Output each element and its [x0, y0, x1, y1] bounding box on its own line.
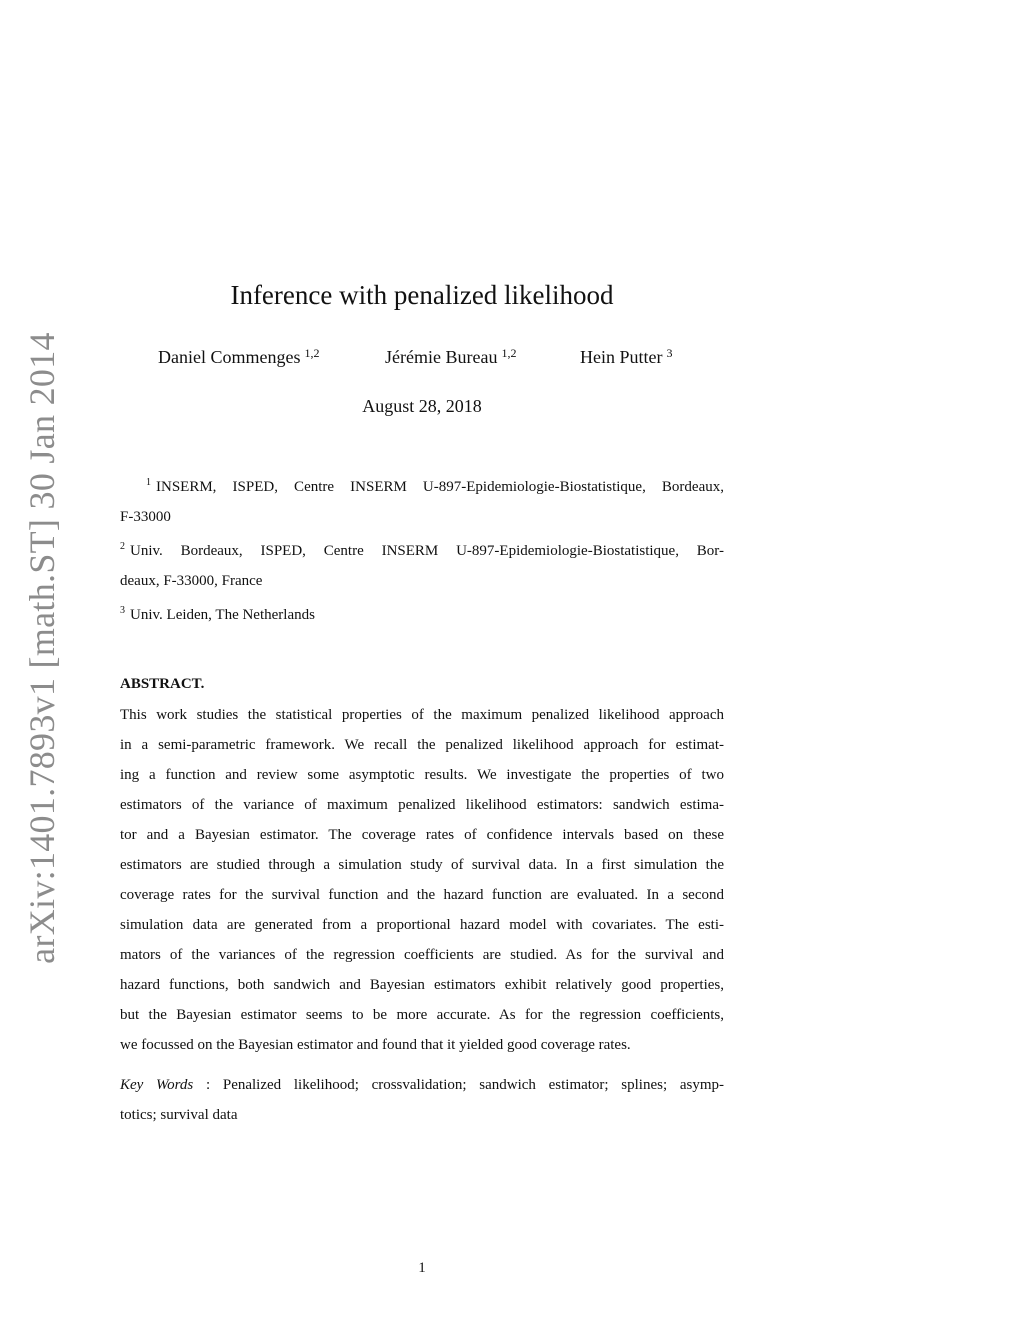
affiliation-1 — [120, 468, 724, 532]
abstract-line: hazard functions, both sandwich and Bayesian estimators exhibit relatively good properties, — [120, 977, 724, 993]
affiliation-mark: 3 — [120, 605, 125, 616]
author-1 — [158, 346, 319, 368]
author-2 — [385, 346, 516, 368]
affiliation-2 — [120, 532, 724, 596]
keywords-label: Key Words — [120, 1077, 194, 1093]
affiliation-line: deaux, F-33000, France — [120, 573, 263, 589]
author-3 — [580, 346, 673, 368]
abstract-heading: ABSTRACT. — [120, 676, 205, 692]
abstract-line: This work studies the statistical properties of the maximum penalized likelihood approach — [120, 707, 724, 723]
abstract-line: coverage rates for the survival function and the hazard function are evaluated. In a second — [120, 887, 724, 903]
abstract-line: but the Bayesian estimator seems to be more accurate. As for the regression coefficients, — [120, 1007, 724, 1023]
publication-date: August 28, 2018 — [362, 396, 482, 416]
affiliation-list — [120, 468, 724, 630]
affiliation-line — [120, 468, 724, 502]
affiliation-line: F-33000 — [120, 509, 171, 525]
abstract-line: we focussed on the Bayesian estimator and found that it yielded good coverage rates. — [120, 1037, 631, 1053]
keywords-line: totics; survival data — [120, 1107, 238, 1123]
abstract-section — [120, 672, 724, 1130]
abstract-line: tor and a Bayesian estimator. The coverage rates of confidence intervals based on these — [120, 827, 724, 843]
affiliation-line — [120, 596, 724, 630]
affiliation-3 — [120, 596, 724, 630]
page-number: 1 — [418, 1260, 426, 1276]
abstract-line: mators of the variances of the regression coefficients are studied. As for the survival and — [120, 947, 724, 963]
author-name: Jérémie Bureau — [385, 347, 498, 367]
abstract-line: in a semi-parametric framework. We recall the penalized likelihood approach for estimat- — [120, 737, 724, 753]
affiliation-mark: 2 — [120, 541, 125, 552]
affiliation-text: INSERM, ISPED, Centre INSERM U-897-Epidemiologie-Biostatistique, Bordeaux, — [156, 479, 724, 495]
affiliation-text: Univ. Leiden, The Netherlands — [130, 607, 315, 623]
abstract-line: estimators of the variance of maximum penalized likelihood estimators: sandwich estima- — [120, 797, 724, 813]
keywords-text: : Penalized likelihood; crossvalidation; sandwich estimator; splines; asymp- — [205, 1077, 725, 1093]
affiliation-text: Univ. Bordeaux, ISPED, Centre INSERM U-897-Epidemiologie-Biostatistique, Bor- — [130, 543, 724, 559]
keywords-section — [120, 1070, 724, 1130]
affiliation-mark: 1 — [146, 477, 151, 488]
author-affiliation-mark: 1,2 — [304, 346, 320, 360]
affiliation-line — [120, 532, 724, 566]
abstract-line: estimators are studied through a simulation study of survival data. In a first simulation the — [120, 857, 724, 873]
author-name: Daniel Commenges — [158, 347, 301, 367]
abstract-line: ing a function and review some asymptotic results. We investigate the properties of two — [120, 767, 724, 783]
paper-title: Inference with penalized likelihood — [230, 280, 614, 310]
arxiv-identifier-stamp: arXiv:1401.7893v1 [math.ST] 30 Jan 2014 — [22, 332, 62, 964]
author-affiliation-mark: 1,2 — [501, 346, 517, 360]
author-affiliation-mark: 3 — [666, 346, 673, 360]
keywords-line — [120, 1070, 724, 1100]
author-name: Hein Putter — [580, 347, 663, 367]
abstract-line: simulation data are generated from a proportional hazard model with covariates. The esti- — [120, 917, 724, 933]
